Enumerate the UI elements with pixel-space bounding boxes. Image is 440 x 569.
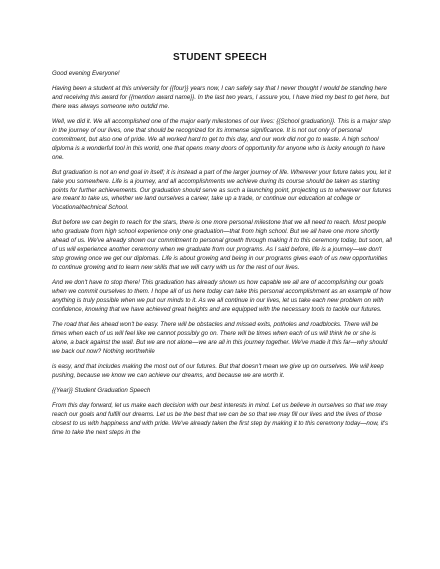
paragraph: But graduation is not an end goal in itself; it is instead a part of the larger journey of life. Wherever your future takes you, let it take you somewhere. Life is a journey, and all accomplishments we achieve during its course should be taken as starting points for further achievements. Our graduation should serve as such a launching point, projecting us to wherever our futures are meant to take us, whether we land ourselves a career, take up a trade, or continue our education at college or Vocational/technical School. — [52, 168, 392, 212]
paragraph: Having been a student at this university for {{four}} years now, I can safely say that I never thought I would be standing here and receiving this award for {{mention award name}}. In the last two years, I assure you, I have tried my best to get here, but there was always someone who outdid me. — [52, 85, 390, 110]
paragraph: But before we can begin to reach for the stars, there is one more personal milestone that we all need to reach. Most people who graduate from high school experience only one graduation—that from high school. But we all have one more shortly ahead of us. We've already shown our commitment to personal growth through making it to this ceremony today, but soon, all of us will experience another ceremony when we graduate from our programs. As I said before, life is a journey—we don't stop growing once we get our diplomas. Life is about growing and being in our programs gives each of us new opportunities to continue growing and to learn new skills that we will carry with us for the rest of our lives. — [52, 219, 392, 271]
document-body — [52, 70, 394, 444]
paragraph: And we don't have to stop there! This graduation has already shown us how capable we all are of accomplishing our goals when we commit ourselves to them. I hope all of us here today can take this personal accomplishment as an example of how anything is truly possible when we put our minds to it. As we all continue in our lives, let us take each new problem on with confidence, knowing that we have achieved great heights and are equipped with the necessary tools to tackle our futures. — [52, 279, 391, 313]
paragraph: Well, we did it. We all accomplished one of the major early milestones of our lives: {{School graduation}}. This is a major step in the journey of our lives, one that should be recognized for its immense significance. It is not out only of personal commitment, but also one of pride. We all worked hard to get to this day, and our work did not go to waste. A high school diploma is a wonderful tool in this world, one that opens many doors of opportunity for anyone who is lucky enough to have one. — [52, 118, 391, 161]
paragraph: The road that lies ahead won't be easy. There will be obstacles and missed exits, potholes and roadblocks. There will be times when each of us will feel like we cannot possibly go on. There will be times when each of us will think he or she is alone, a back against the wall. But we are not alone—we are all in this journey together. We've made it this far—why should we back out now? Nothing worthwhile — [52, 320, 388, 355]
paragraph: From this day forward, let us make each decision with our best interests in mind. Let us believe in ourselves so that we may reach our goals and fulfill our dreams. Let us be the best that we can be so that we may fill our lives and the lives of those closest to us with happiness and with pride. We've already taken the first step by making it to this ceremony today—now, it's time to take the next steps in the — [52, 401, 389, 436]
document-title: STUDENT SPEECH — [173, 52, 267, 63]
paragraph-greeting: Good evening Everyone! — [52, 70, 120, 77]
section-heading: {{Year}} Student Graduation Speech — [52, 386, 151, 394]
paragraph: is easy, and that includes making the most out of our futures. But that doesn't mean we give up on ourselves. We will keep pushing, because we know we can achieve our dreams, and because we are worth it. — [52, 362, 384, 379]
